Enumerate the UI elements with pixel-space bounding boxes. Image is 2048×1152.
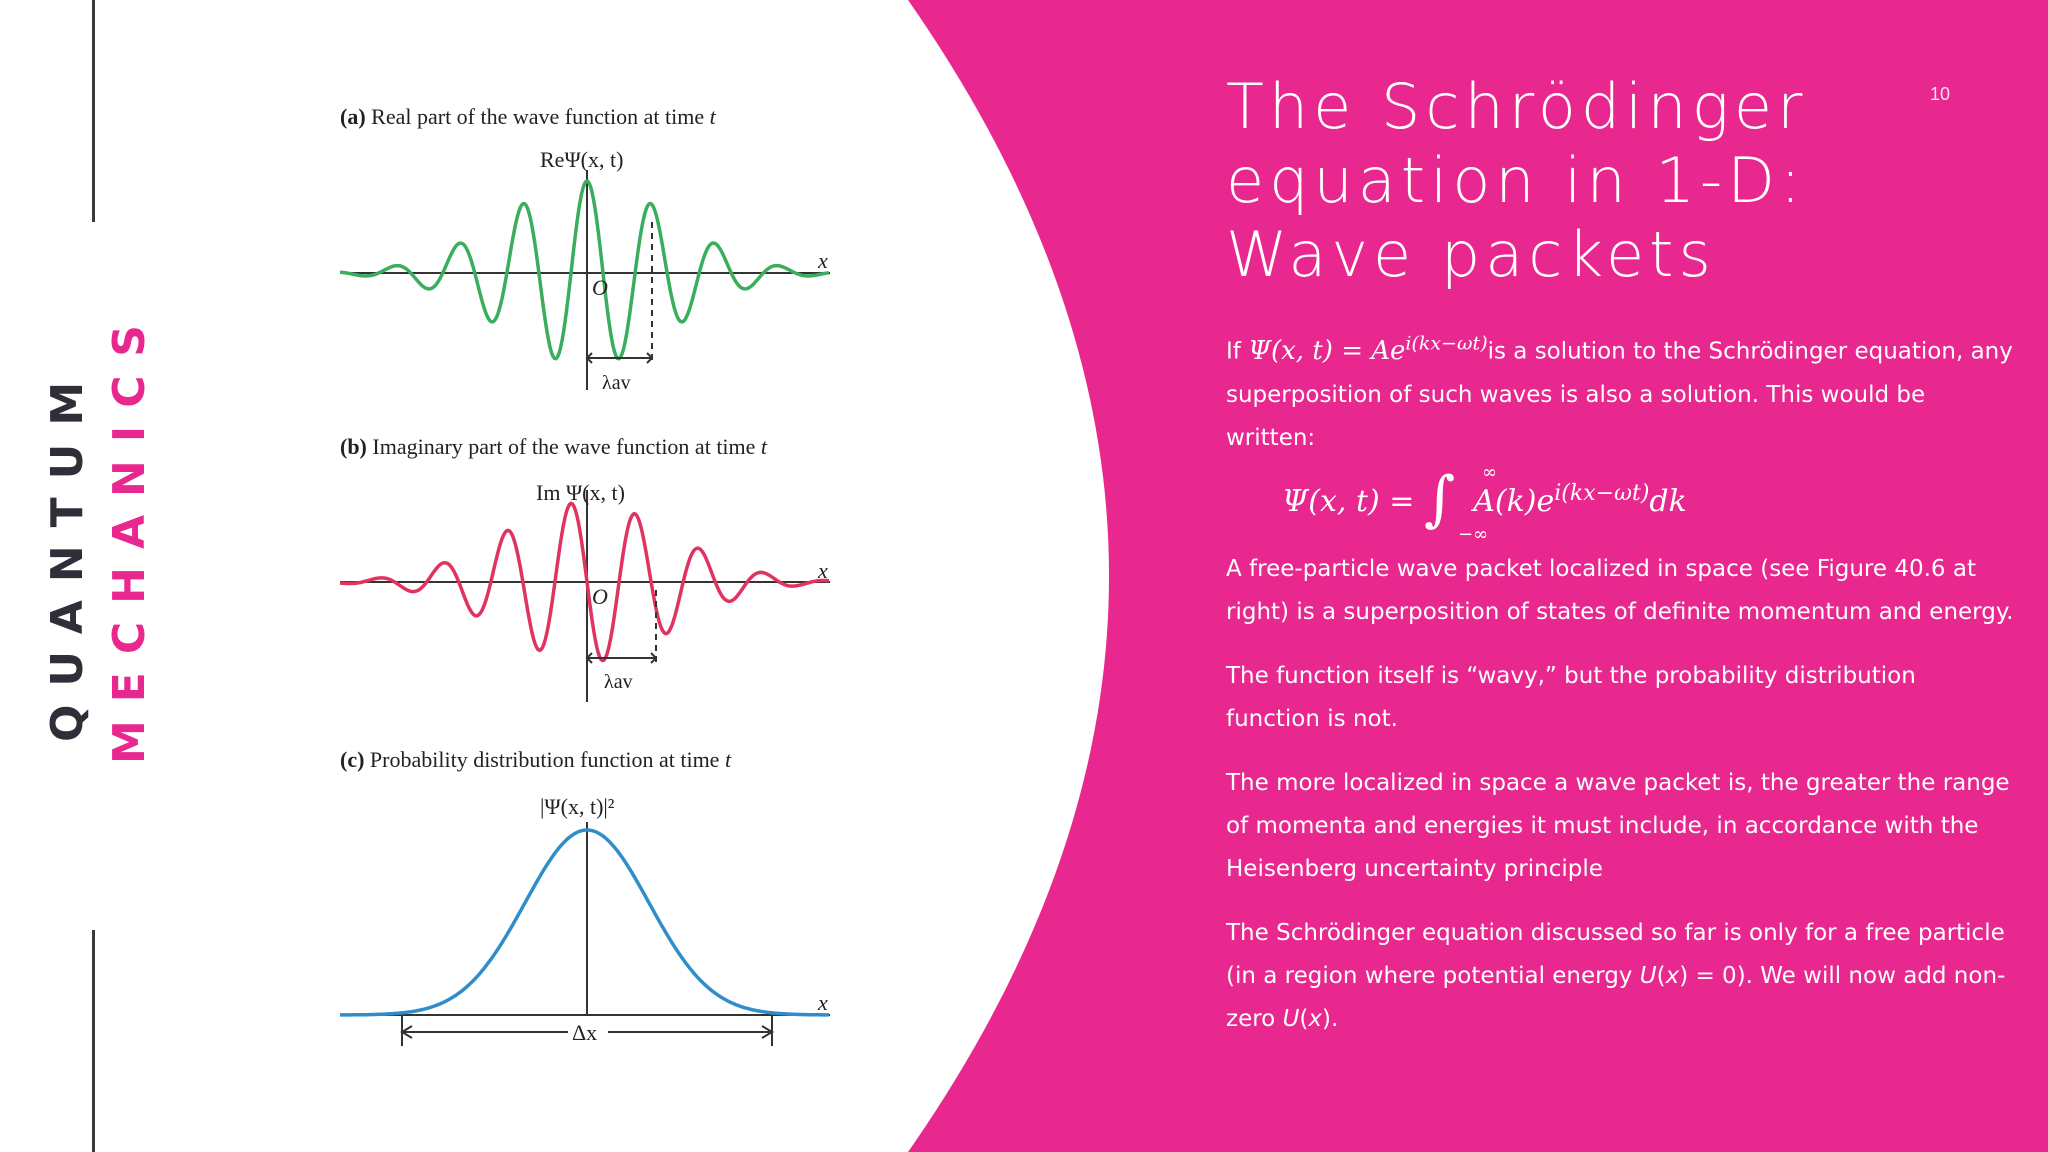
side-title-quantum: QUANTUM: [42, 363, 93, 742]
figure-b-caption: (b) Imaginary part of the wave function at time t: [340, 434, 768, 459]
superposition-integral-equation: Ψ(x, t) = ∫ ∞ −∞ $A(k)e^{i(kx-\omega t)}dk$: [1282, 461, 1687, 545]
figure-b-ylabel: Im Ψ(x, t): [536, 480, 625, 505]
figure-a-caption: (a) Real part of the wave function at time t: [340, 104, 716, 129]
figure-a-lambda: λav: [602, 372, 631, 394]
inline-equation: Ψ(x, $t) = Ae^{i(kx-\omega t)}$: [1248, 332, 1488, 366]
figure-a-real-part: [330, 140, 850, 410]
paragraph-heisenberg: The more localized in space a wave packet is, the greater the range of momenta and energies it must include, in accordance with the Heisenberg uncertainty principle: [1226, 769, 2010, 882]
paragraph-potential-energy: The Schrödinger equation discussed so far is only for a free particle (in a region where potential energy U(x) = 0). We will now add non-zero U(x).: [1226, 919, 2006, 1032]
side-title-mechanics: MECHANICS: [104, 306, 155, 764]
figure-c-probability-curve: [340, 830, 829, 1015]
paragraph-wavy: The function itself is “wavy,” but the probability distribution function is not.: [1226, 662, 1916, 732]
figure-c-x-label: x: [818, 990, 828, 1015]
paragraph-superposition: If Ψ(x, $t) = Ae^{i(kx-\omega t)}is$ a solution to the Schrödinger equation, any superposition of such waves is also a solution. This would be written:: [1226, 332, 2013, 451]
figure-b-x-label: x: [818, 558, 828, 583]
figure-a-ylabel: ReΨ(x, t): [540, 147, 624, 172]
slide-content: [1226, 70, 2016, 1041]
figure-c-delta-x: Δx: [572, 1020, 598, 1045]
figure-a-origin: O: [592, 275, 608, 300]
side-divider-top: [92, 0, 95, 222]
figure-a-x-label: x: [818, 248, 828, 273]
paragraph-wave-packet: A free-particle wave packet localized in space (see Figure 40.6 at right) is a superposition of states of definite momentum and energy.: [1226, 555, 2014, 625]
side-divider-bottom: [92, 930, 95, 1152]
page-number: 10: [1930, 84, 1951, 104]
figure-b-lambda: λav: [604, 671, 633, 693]
figure-b-imaginary-part: [330, 470, 850, 720]
figure-a-wave-curve: [340, 181, 829, 359]
figure-c-ylabel: |Ψ(x, t)|²: [540, 794, 615, 819]
figure-b-origin: O: [592, 584, 608, 609]
figure-c-caption: (c) Probability distribution function at time t: [340, 747, 732, 772]
slide-title: The Schrödinger equation in 1-D: Wave packets: [1226, 70, 1808, 291]
figure-c-probability: [330, 780, 850, 1060]
